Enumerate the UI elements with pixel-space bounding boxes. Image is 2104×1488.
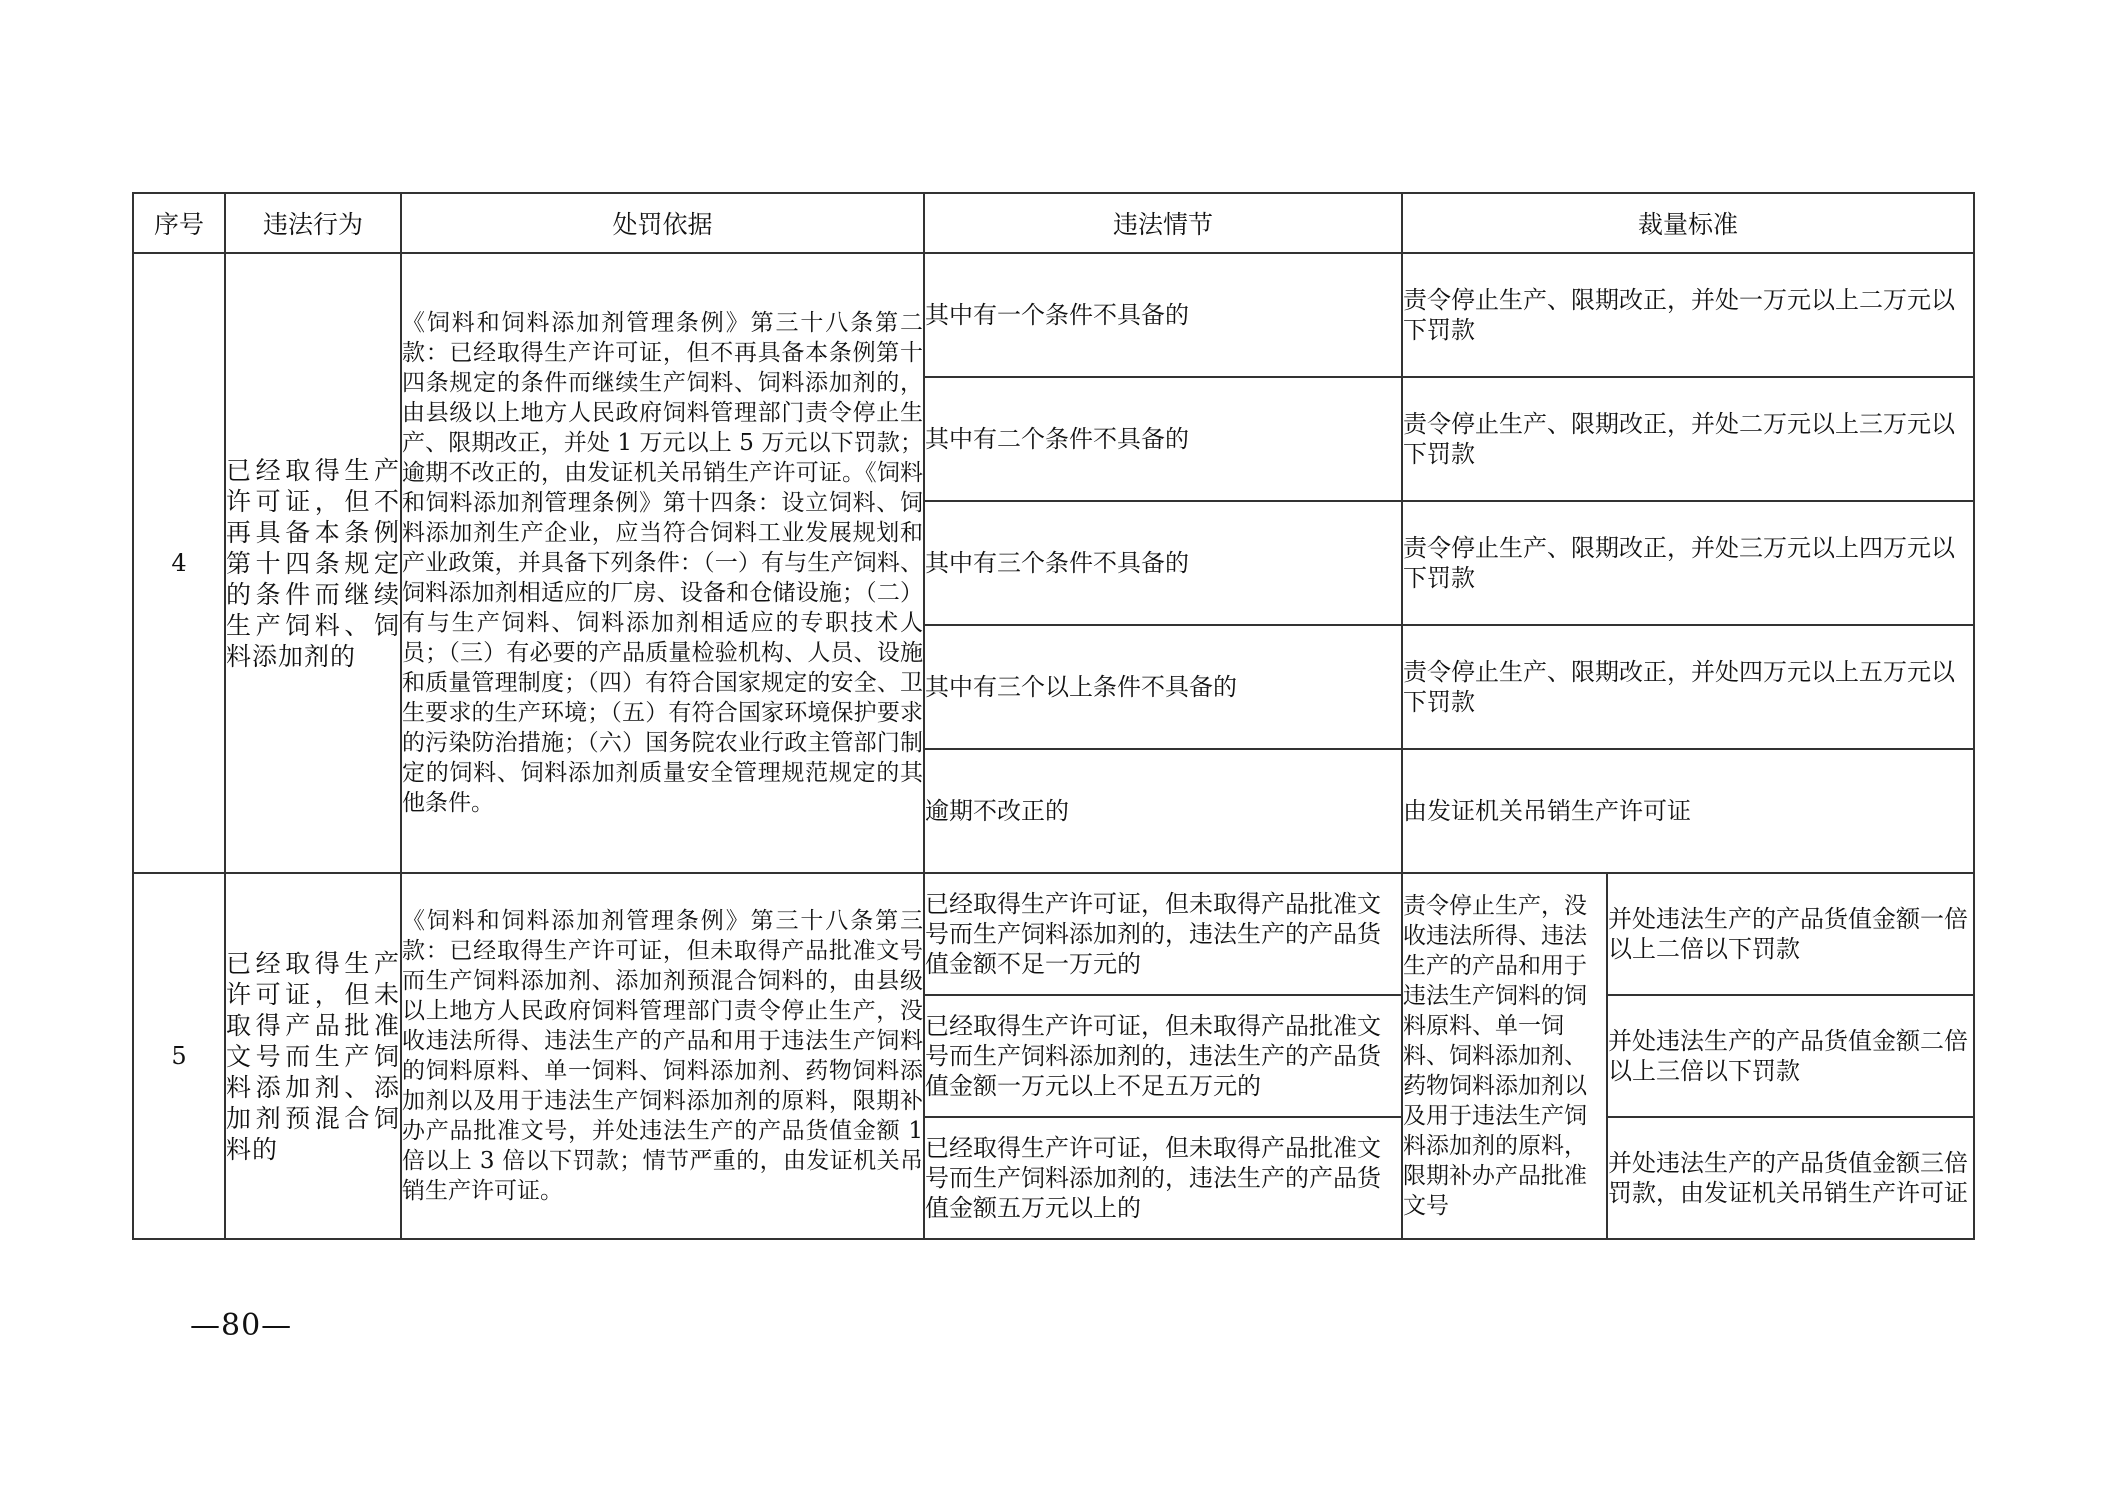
header-standard: 裁量标准: [1402, 193, 1974, 253]
circumstance-cell: 其中有一个条件不具备的: [924, 253, 1402, 377]
row-basis: 《饲料和饲料添加剂管理条例》第三十八条第三款：已经取得生产许可证，但未取得产品批准文号而生产饲料添加剂、添加剂预混合饲料的，由县级以上地方人民政府饲料管理部门责令停止生产，没收违法所得、违法生产的产品和用于违法生产饲料的饲料原料、单一饲料、饲料添加剂、药物饲料添加剂以及用于违法生产饲料添加剂的原料，限期补办产品批准文号，并处违法生产的产品货值金额 1 倍以上 3 倍以下罚款；情节严重的，由发证机关吊销生产许可证。: [401, 873, 924, 1239]
circumstance-cell: 逾期不改正的: [924, 749, 1402, 873]
circumstance-cell: 其中有三个以上条件不具备的: [924, 625, 1402, 749]
row-seq: 4: [133, 253, 225, 873]
circumstance-cell: 其中有二个条件不具备的: [924, 377, 1402, 501]
penalty-table: [132, 192, 1975, 1240]
header-basis: 处罚依据: [401, 193, 924, 253]
standard-cell: 并处违法生产的产品货值金额三倍罚款，由发证机关吊销生产许可证: [1607, 1117, 1974, 1239]
circumstance-cell: 已经取得生产许可证，但未取得产品批准文号而生产饲料添加剂的，违法生产的产品货值金额不足一万元的: [924, 873, 1402, 995]
circumstance-cell: 已经取得生产许可证，但未取得产品批准文号而生产饲料添加剂的，违法生产的产品货值金额一万元以上不足五万元的: [924, 995, 1402, 1117]
header-behavior: 违法行为: [225, 193, 401, 253]
standard-cell: 责令停止生产、限期改正，并处三万元以上四万元以下罚款: [1402, 501, 1974, 625]
standard-cell: 并处违法生产的产品货值金额二倍以上三倍以下罚款: [1607, 995, 1974, 1117]
row-behavior: 已经取得生产许可证，但未取得产品批准文号而生产饲料添加剂、添加剂预混合饲料的: [225, 873, 401, 1239]
page-number: —80—: [190, 1308, 293, 1343]
row-behavior: 已经取得生产许可证，但不再具备本条例第十四条规定的条件而继续生产饲料、饲料添加剂的: [225, 253, 401, 873]
circumstance-cell: 已经取得生产许可证，但未取得产品批准文号而生产饲料添加剂的，违法生产的产品货值金额五万元以上的: [924, 1117, 1402, 1239]
standard-cell: 责令停止生产、限期改正，并处四万元以上五万元以下罚款: [1402, 625, 1974, 749]
header-circumstance: 违法情节: [924, 193, 1402, 253]
circumstance-cell: 其中有三个条件不具备的: [924, 501, 1402, 625]
standard-cell: 由发证机关吊销生产许可证: [1402, 749, 1974, 873]
standard-cell: 并处违法生产的产品货值金额一倍以上二倍以下罚款: [1607, 873, 1974, 995]
standard-cell: 责令停止生产、限期改正，并处二万元以上三万元以下罚款: [1402, 377, 1974, 501]
row-basis: 《饲料和饲料添加剂管理条例》第三十八条第二款：已经取得生产许可证，但不再具备本条例第十四条规定的条件而继续生产饲料、饲料添加剂的，由县级以上地方人民政府饲料管理部门责令停止生产、限期改正，并处 1 万元以上 5 万元以下罚款；逾期不改正的，由发证机关吊销生产许可证。《饲料和饲料添加剂管理条例》第十四条：设立饲料、饲料添加剂生产企业，应当符合饲料工业发展规划和产业政策，并具备下列条件：（一）有与生产饲料、饲料添加剂相适应的厂房、设备和仓储设施；（二）有与生产饲料、饲料添加剂相适应的专职技术人员；（三）有必要的产品质量检验机构、人员、设施和质量管理制度；（四）有符合国家规定的安全、卫生要求的生产环境；（五）有符合国家环境保护要求的污染防治措施；（六）国务院农业行政主管部门制定的饲料、饲料添加剂质量安全管理规范规定的其他条件。: [401, 253, 924, 873]
row-seq: 5: [133, 873, 225, 1239]
header-row: [133, 193, 1974, 253]
common-standard-cell: 责令停止生产，没收违法所得、违法生产的产品和用于违法生产饲料的饲料原料、单一饲料、饲料添加剂、药物饲料添加剂以及用于违法生产饲料添加剂的原料，限期补办产品批准文号: [1402, 873, 1607, 1239]
table-row: [133, 253, 1974, 377]
table-row: [133, 873, 1974, 995]
standard-cell: 责令停止生产、限期改正，并处一万元以上二万元以下罚款: [1402, 253, 1974, 377]
header-seq: 序号: [133, 193, 225, 253]
